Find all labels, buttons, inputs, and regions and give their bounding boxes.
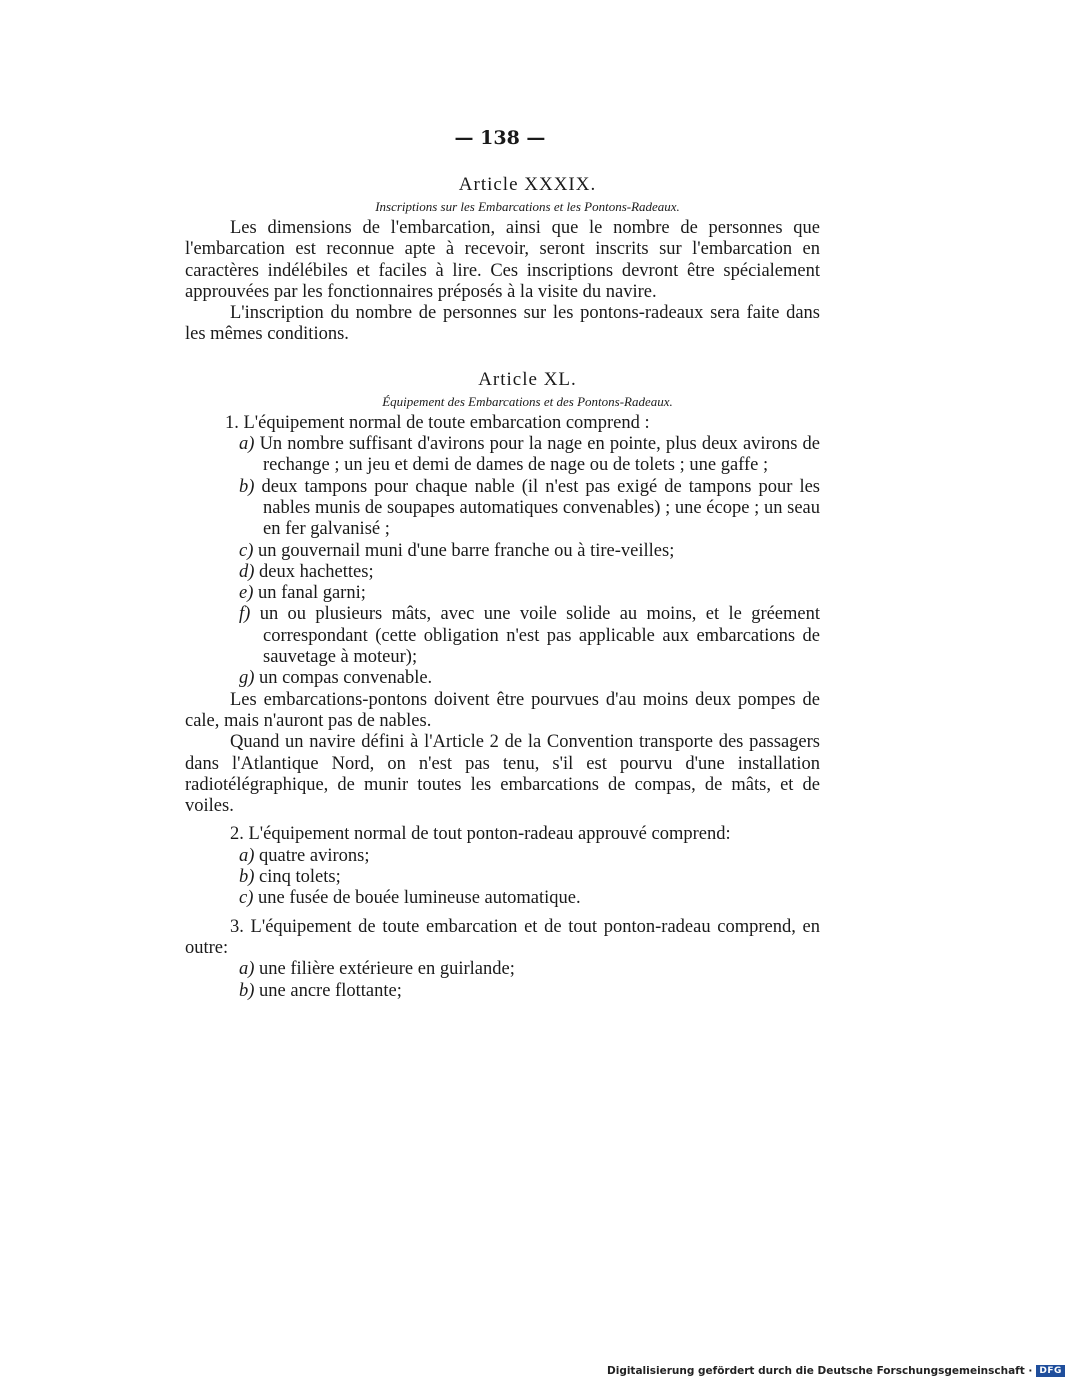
list-item xyxy=(185,541,820,562)
list-item xyxy=(185,562,820,583)
list-item-letter: a) xyxy=(239,959,255,980)
list-item-letter: b) xyxy=(239,476,255,497)
list-item-text: une filière extérieure en guirlande; xyxy=(259,959,515,980)
section-2-heading: 2. L'équipement normal de tout ponton-radeau approuvé comprend: xyxy=(230,824,731,845)
footer-text: Digitalisierung gefördert durch die Deutsche Forschungsgemeinschaft · xyxy=(607,1365,1033,1377)
list-item-text: deux tampons pour chaque nable (il n'est pas exigé de tampons pour les nables munis de soupapes automatiques convenables) ; une écope ; un seau en fer galvanisé ; xyxy=(261,476,821,540)
list-item-letter: a) xyxy=(239,434,255,455)
list-item xyxy=(185,959,820,980)
section-1-paragraph-1: Les embarcations-pontons doivent être pourvues d'au moins deux pompes de cale, mais n'auront pas de nables. xyxy=(185,689,820,731)
digitization-footer xyxy=(607,1365,1065,1377)
list-item-text: un ou plusieurs mâts, avec une voile solide au moins, et le gréement correspondant (cette obligation n'est pas applicable aux embarcations de sauvetage à moteur); xyxy=(259,604,821,668)
list-item xyxy=(185,668,820,689)
list-item xyxy=(185,434,820,477)
article-39-paragraph-2: L'inscription du nombre de personnes sur les pontons-radeaux sera faite dans les mêmes conditions. xyxy=(185,303,820,345)
list-item xyxy=(185,888,820,909)
dfg-logo-icon: DFG xyxy=(1036,1365,1065,1377)
list-item-letter: d) xyxy=(239,561,255,582)
list-item-text: cinq tolets; xyxy=(259,867,341,888)
list-item-letter: g) xyxy=(239,668,255,689)
list-item-text: une ancre flottante; xyxy=(259,980,402,1001)
list-item xyxy=(185,583,820,604)
list-item xyxy=(185,846,820,867)
article-40-subtitle: Équipement des Embarcations et des Pontons-Radeaux. xyxy=(382,393,673,409)
list-item-letter: c) xyxy=(239,888,254,909)
list-item-text: une fusée de bouée lumineuse automatique. xyxy=(258,888,581,909)
list-item-letter: e) xyxy=(239,583,254,604)
list-item-letter: c) xyxy=(239,540,254,561)
page-body xyxy=(185,173,820,1002)
list-item xyxy=(185,604,820,668)
list-item-text: deux hachettes; xyxy=(259,561,374,582)
list-item xyxy=(185,981,820,1002)
list-item-text: quatre avirons; xyxy=(259,845,370,866)
article-39-title: Article XXXIX. xyxy=(458,174,597,195)
section-3-heading: 3. L'équipement de toute embarcation et de tout ponton-radeau comprend, en outre: xyxy=(185,916,820,958)
list-item-letter: a) xyxy=(239,845,255,866)
list-item-letter: f) xyxy=(239,604,251,625)
list-item-text: un gouvernail muni d'une barre franche ou à tire-veilles; xyxy=(258,540,675,561)
article-40-title: Article XL. xyxy=(478,368,577,390)
section-1-paragraph-2: Quand un navire défini à l'Article 2 de la Convention transporte des passagers dans l'Atlantique Nord, on n'est pas tenu, s'il est pourvu d'une installation radiotélégraphique, de munir toutes les embarcations de compas, de mâts, et de voiles. xyxy=(185,732,820,817)
list-item-letter: b) xyxy=(239,980,255,1001)
article-39-paragraph-1: Les dimensions de l'embarcation, ainsi que le nombre de personnes que l'embarcation est reconnue apte à recevoir, seront inscrits sur l'embarcation en caractères indélébiles et faciles à lire. Ces inscriptions devront être spécialement approuvées par les fonctionnaires préposés à la visite du navire. xyxy=(185,218,820,302)
list-item xyxy=(185,867,820,888)
list-item-text: un compas convenable. xyxy=(259,668,433,689)
section-1-heading: 1. L'équipement normal de toute embarcation comprend : xyxy=(225,412,650,433)
list-item-text: un fanal garni; xyxy=(258,583,366,604)
list-item xyxy=(185,477,820,541)
article-39-subtitle: Inscriptions sur les Embarcations et les Pontons-Radeaux. xyxy=(375,199,680,214)
page-number: — 138 — xyxy=(454,127,546,149)
list-item-letter: b) xyxy=(239,867,255,888)
list-item-text: Un nombre suffisant d'avirons pour la nage en pointe, plus deux avirons de rechange ; un jeu et demi de dames de nage ou de tolets ; une gaffe ; xyxy=(259,434,820,476)
